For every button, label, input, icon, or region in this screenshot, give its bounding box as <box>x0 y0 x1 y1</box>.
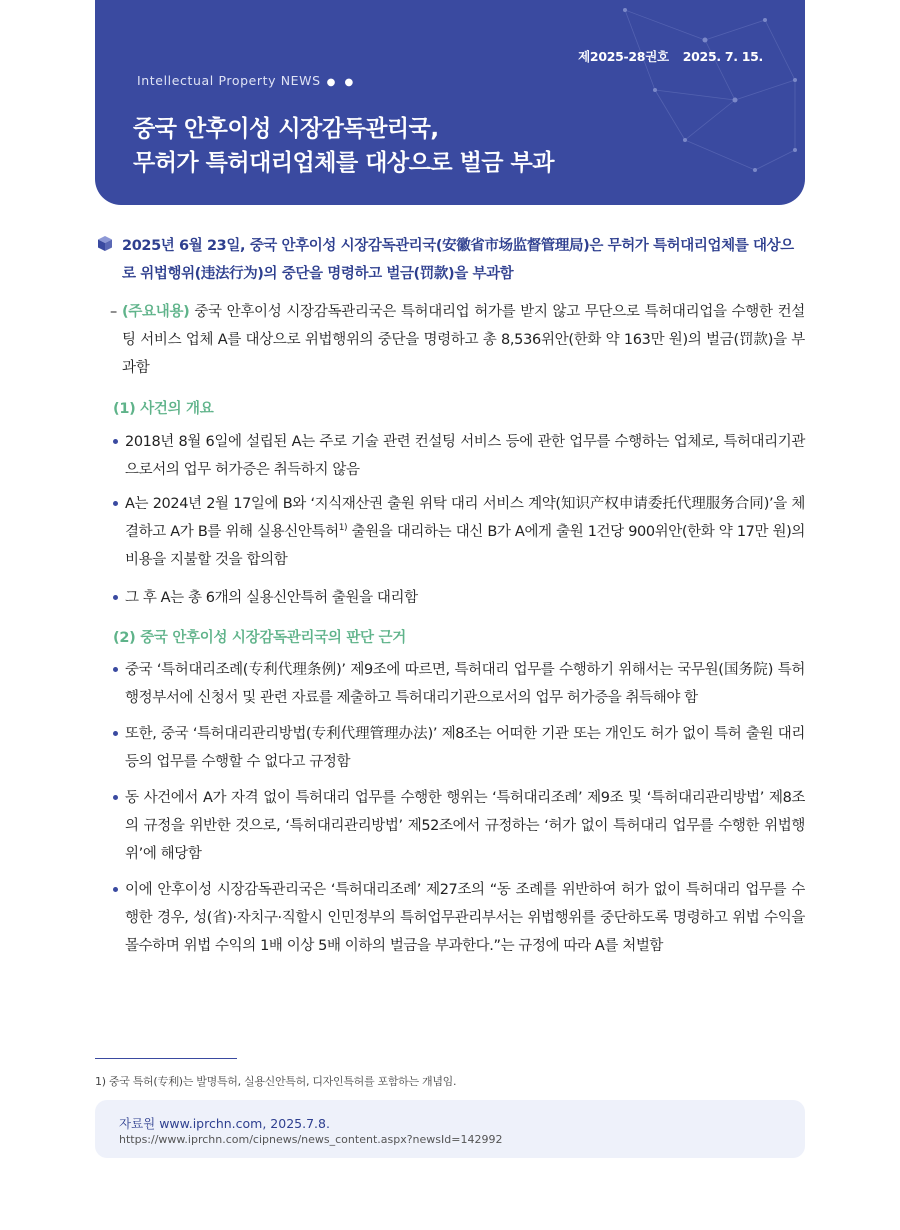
bullet-dot-icon <box>113 439 118 444</box>
key-label: (주요내용) <box>122 304 190 320</box>
bullet-dot-icon <box>113 667 118 672</box>
summary-block <box>98 232 808 288</box>
bullet-dot-icon <box>113 731 118 736</box>
summary-text: 2025년 6월 23일, 중국 안후이성 시장감독관리국(安徽省市场监督管理局)은 무허가 특허대리업체를 대상으로 위법행위(违法行为)의 중단을 명령하고 벌금(罚款)을 부과함 <box>122 238 794 282</box>
list-item: 또한, 중국 ‘특허대리관리방법(专利代理管理办法)’ 제8조는 어떠한 기관 또는 개인도 허가 없이 특허 출원 대리 등의 업무를 수행할 수 없다고 규정함 <box>113 720 805 776</box>
footnote-ref: 1) <box>338 523 348 534</box>
bullet-dot-icon <box>113 501 118 506</box>
list-item: 중국 ‘특허대리조례(专利代理条例)’ 제9조에 따르면, 특허대리 업무를 수행하기 위해서는 국무원(国务院) 특허행정부서에 신청서 및 관련 자료를 제출하고 특허대리기관으로서의 업무 허가증을 취득해야 함 <box>113 656 805 712</box>
source-box <box>95 1100 805 1158</box>
cube-bullet-icon <box>98 236 112 251</box>
bullet-dot-icon <box>113 595 118 600</box>
brand-name: Intellectual Property NEWS <box>137 73 321 88</box>
issue-number: 제2025-28권호 <box>578 49 669 64</box>
section-heading-2: (2) 중국 안후이성 시장감독관리국의 판단 근거 <box>113 630 406 646</box>
title-line-2: 무허가 특허대리업체를 대상으로 벌금 부과 <box>133 150 554 176</box>
footnote: 1) 중국 특허(专利)는 발명특허, 실용신안특허, 디자인특허를 포함하는 개념임. <box>95 1075 457 1088</box>
footnote-divider <box>95 1058 237 1059</box>
brand-label <box>137 73 356 88</box>
bullet-dot-icon <box>113 795 118 800</box>
list-item: 동 사건에서 A가 자격 없이 특허대리 업무를 수행한 행위는 ‘특허대리조례’ 제9조 및 ‘특허대리관리방법’ 제8조의 규정을 위반한 것으로, ‘특허대리관리방법’ 제52조에서 규정하는 ‘허가 없이 특허대리 업무를 수행한 위법행위’에 해당함 <box>113 784 805 868</box>
list-item: A는 2024년 2월 17일에 B와 ‘지식재산권 출원 위탁 대리 서비스 계약(知识产权申请委托代理服务合同)’을 체결하고 A가 B를 위해 실용신안특허$^{1)}$ 출원을 대리하는 대신 B가 A에게 출원 1건당 900위안(한화 약 17만 원)의 비용을 지불할 것을 합의함 <box>113 490 805 574</box>
source-line: 자료원 www.iprchn.com, 2025.7.8. <box>119 1116 330 1131</box>
page-title <box>133 112 554 180</box>
list-item: 이에 안후이성 시장감독관리국은 ‘특허대리조례’ 제27조의 “동 조례를 위반하여 허가 없이 특허대리 업무를 수행한 경우, 성(省)·자치구·직할시 인민정부의 특허업무관리부서는 위법행위를 중단하도록 명령하고 위법 수익을 몰수하며 위법 수익의 1배 이상 5배 이하의 벌금을 부과한다.”는 규정에 따라 A를 처벌함 <box>113 876 805 960</box>
key-text: 중국 안후이성 시장감독관리국은 특허대리업 허가를 받지 않고 무단으로 특허대리업을 수행한 컨설팅 서비스 업체 A를 대상으로 위법행위의 중단을 명령하고 총 8,536위안(한화 약 163만 원)의 벌금(罚款)을 부과함 <box>122 304 805 376</box>
list-item: 그 후 A는 총 6개의 실용신안특허 출원을 대리함 <box>113 584 805 612</box>
list-item: 2018년 8월 6일에 설립된 A는 주로 기술 관련 컨설팅 서비스 등에 관한 업무를 수행하는 업체로, 특허대리기관으로서의 업무 허가증은 취득하지 않음 <box>113 428 805 484</box>
issue-info <box>578 47 763 65</box>
dash-marker: – <box>110 304 117 320</box>
brand-dots: ● ● <box>326 77 357 88</box>
header-banner <box>95 0 805 205</box>
section-heading-1: (1) 사건의 개요 <box>113 401 214 417</box>
bullet-dot-icon <box>113 887 118 892</box>
source-url[interactable]: https://www.iprchn.com/cipnews/news_content.aspx?newsId=142992 <box>119 1133 503 1146</box>
issue-date: 2025. 7. 15. <box>682 49 763 64</box>
main-content-item <box>110 298 805 382</box>
title-line-1: 중국 안후이성 시장감독관리국, <box>133 116 439 142</box>
